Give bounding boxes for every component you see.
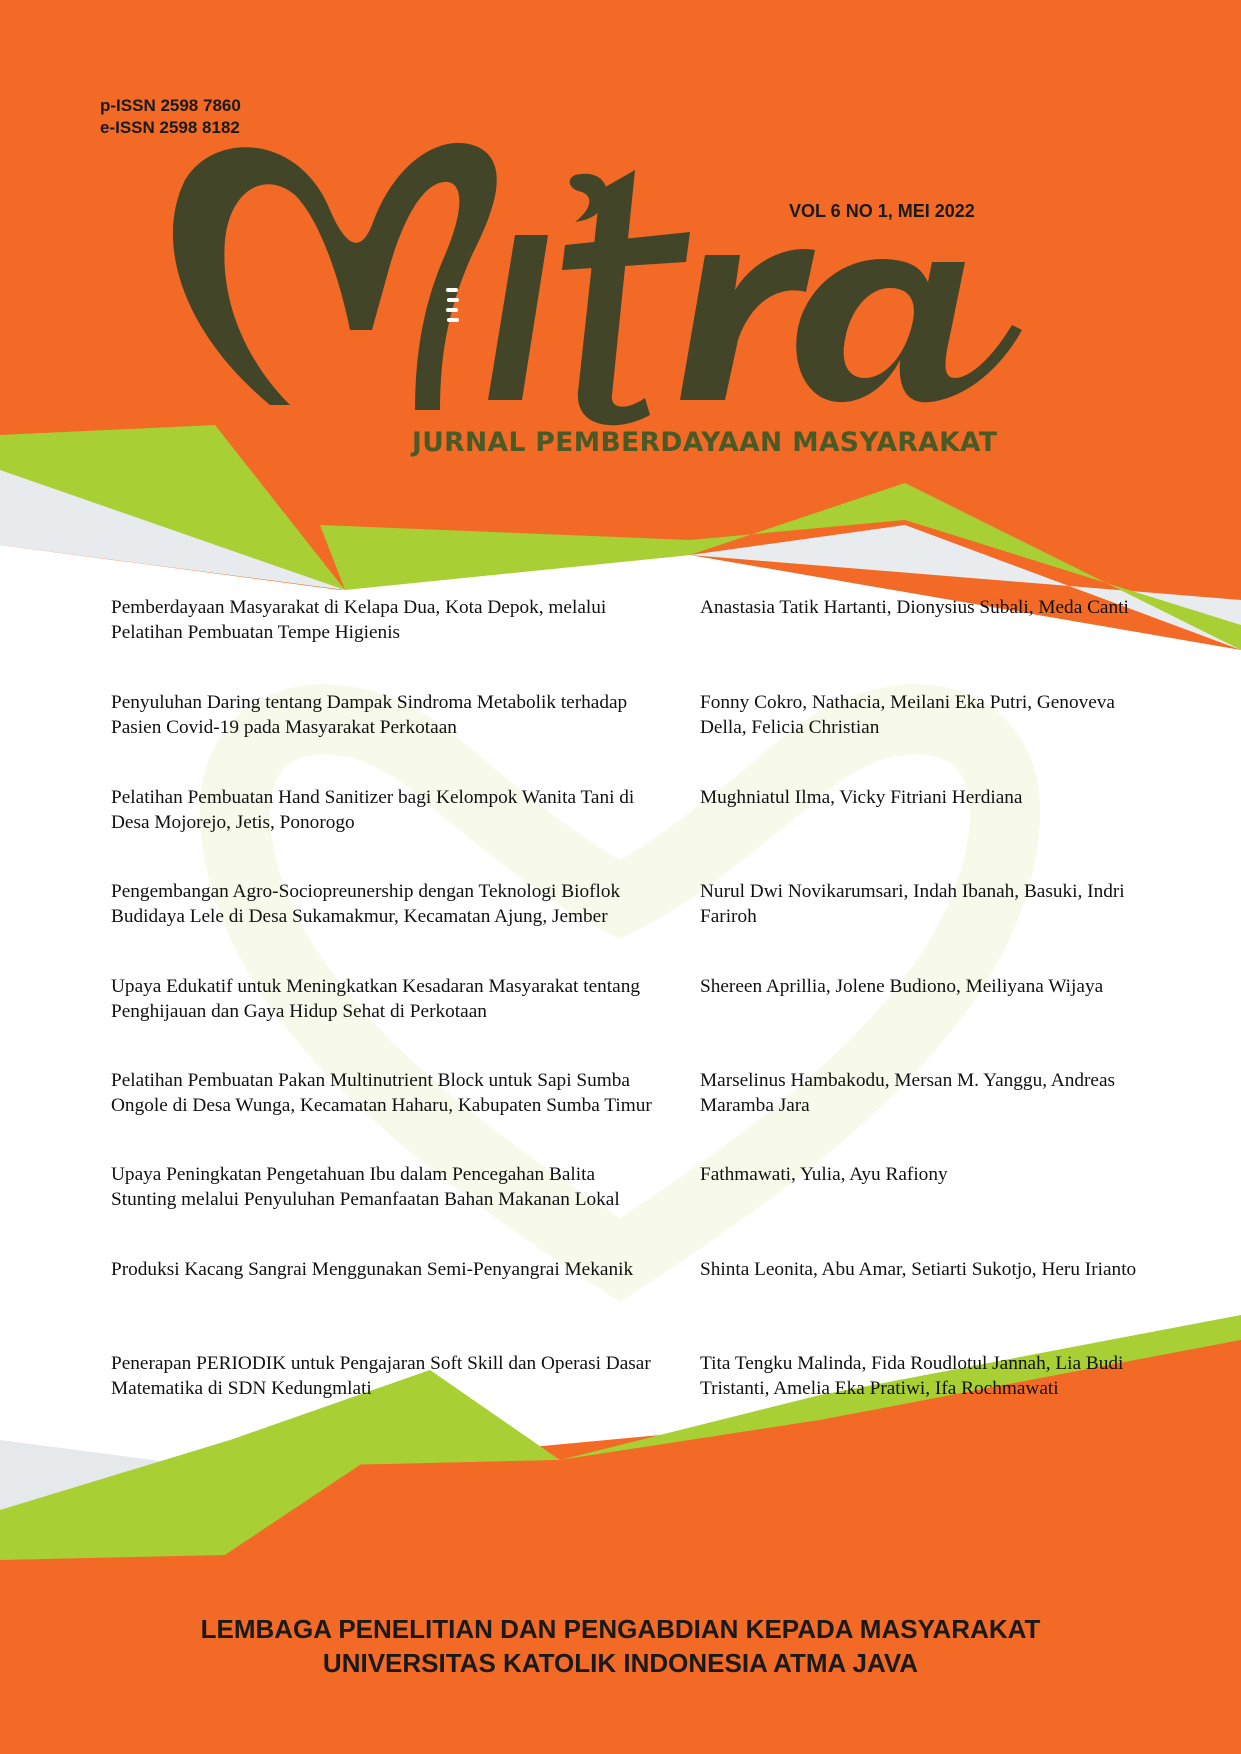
publisher-block — [0, 1612, 1241, 1680]
publisher-line-2: UNIVERSITAS KATOLIK INDONESIA ATMA JAVA — [322, 1648, 919, 1678]
publisher-line-1: LEMBAGA PENELITIAN DAN PENGABDIAN KEPADA MASYARAKAT — [200, 1614, 1041, 1644]
article-title: Penerapan PERIODIK untuk Pengajaran Soft Skill dan Operasi Dasar Matematika di SDN Kedungmlati — [111, 1353, 651, 1399]
journal-subtitle: JURNAL PEMBERDAYAAN MASYARAKAT — [412, 427, 998, 458]
article-title: Pengembangan Agro-Sociopreunership dengan Teknologi Bioflok Budidaya Lele di Desa Sukamakmur, Kecamatan Ajung, Jember — [111, 881, 621, 927]
p-issn: p-ISSN 2598 7860 — [100, 96, 241, 115]
article-authors: Mughniatul Ilma, Vicky Fitriani Herdiana — [700, 787, 1023, 808]
logo-letter-i — [488, 235, 548, 400]
article-authors: Nurul Dwi Novikarumsari, Indah Ibanah, Basuki, Indri Fariroh — [700, 881, 1125, 927]
article-authors: Shinta Leonita, Abu Amar, Setiarti Sukotjo, Heru Irianto — [700, 1259, 1137, 1280]
article-title: Penyuluhan Daring tentang Dampak Sindroma Metabolik terhadap Pasien Covid-19 pada Masyarakat Perkotaan — [111, 692, 628, 738]
article-authors: Fathmawati, Yulia, Ayu Rafiony — [700, 1164, 948, 1185]
article-authors: Shereen Aprillia, Jolene Budiono, Meiliyana Wijaya — [700, 976, 1104, 997]
logo-letter-r — [680, 249, 815, 400]
article-title: Pelatihan Pembuatan Pakan Multinutrient Block untuk Sapi Sumba Ongole di Desa Wunga, Kecamatan Haharu, Kabupaten Sumba Timur — [111, 1070, 652, 1116]
logo-letter-a — [796, 259, 1022, 402]
e-issn: e-ISSN 2598 8182 — [100, 118, 240, 137]
volume-label: VOL 6 NO 1, MEI 2022 — [789, 201, 975, 221]
article-title: Upaya Edukatif untuk Meningkatkan Kesadaran Masyarakat tentang Penghijauan dan Gaya Hidup Sehat di Perkotaan — [111, 976, 640, 1022]
article-authors: Marselinus Hambakodu, Mersan M. Yanggu, Andreas Maramba Jara — [700, 1070, 1116, 1116]
article-title: Upaya Peningkatan Pengetahuan Ibu dalam Pencegahan Balita Stunting melalui Penyuluhan Pemanfaatan Bahan Makanan Lokal — [111, 1164, 620, 1210]
article-authors: Tita Tengku Malinda, Fida Roudlotul Jannah, Lia Budi Tristanti, Amelia Eka Pratiwi, Ifa Rochmawati — [700, 1353, 1124, 1399]
article-title: Produksi Kacang Sangrai Menggunakan Semi-Penyangrai Mekanik — [111, 1259, 634, 1280]
logo-letter-m — [173, 143, 497, 410]
article-authors: Fonny Cokro, Nathacia, Meilani Eka Putri, Genoveva Della, Felicia Christian — [700, 692, 1115, 738]
article-title: Pelatihan Pembuatan Hand Sanitizer bagi Kelompok Wanita Tani di Desa Mojorejo, Jetis, Ponorogo — [111, 787, 635, 833]
article-authors: Anastasia Tatik Hartanti, Dionysius Subali, Meda Canti — [700, 597, 1129, 618]
article-title: Pemberdayaan Masyarakat di Kelapa Dua, Kota Depok, melalui Pelatihan Pembuatan Tempe Higienis — [111, 597, 607, 643]
